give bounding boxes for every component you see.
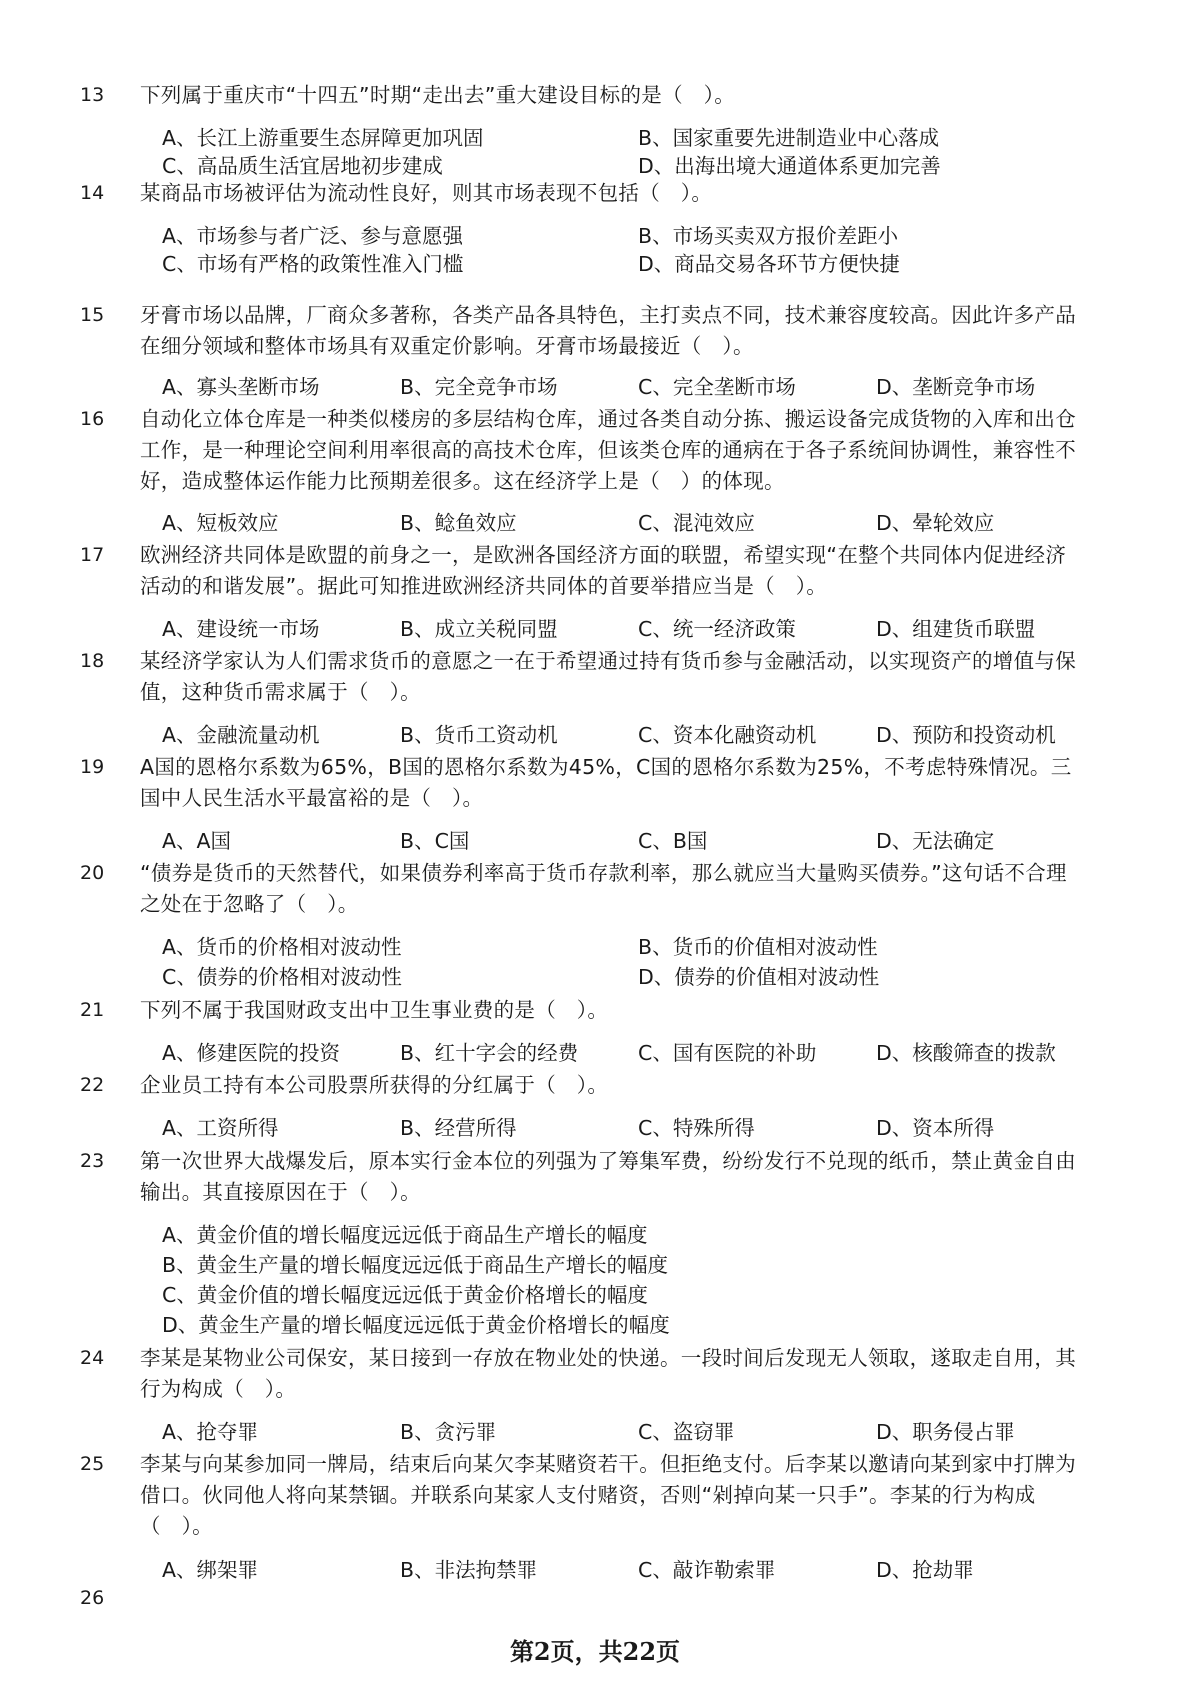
option-a: A、绑架罪 [162,1558,259,1582]
option-b: B、C国 [400,829,470,853]
option-b: B、货币的价值相对波动性 [638,935,878,959]
question-stem: 下列不属于我国财政支出中卫生事业费的是（ ）。 [140,998,609,1022]
option-a: A、建设统一市场 [162,617,320,641]
option-c: C、完全垄断市场 [638,375,796,399]
option-d: D、债券的价值相对波动性 [638,965,880,989]
question-stem: 企业员工持有本公司股票所获得的分红属于（ ）。 [140,1073,609,1097]
question-stem: 李某是某物业公司保安，某日接到一存放在物业处的快递。一段时间后发现无人领取，遂取走自用，其行为构成（ ）。 [140,1346,1076,1401]
option-a: A、A国 [162,829,232,853]
option-d: D、抢劫罪 [876,1558,974,1582]
option-c: C、盗窃罪 [638,1420,735,1444]
option-b: B、经营所得 [400,1116,517,1140]
option-d: D、黄金生产量的增长幅度远远低于黄金价格增长的幅度 [162,1313,670,1337]
question-number: 25 [80,1453,105,1475]
option-c: C、国有医院的补助 [638,1041,817,1065]
option-b: B、鲶鱼效应 [400,511,517,535]
option-a: A、金融流量动机 [162,723,320,747]
option-a: A、黄金价值的增长幅度远远低于商品生产增长的幅度 [162,1223,648,1247]
option-c: C、黄金价值的增长幅度远远低于黄金价格增长的幅度 [162,1283,648,1307]
question-stem: “债券是货币的天然替代，如果债券利率高于货币存款利率，那么就应当大量购买债券。”这句话不合理之处在于忽略了（ ）。 [140,861,1067,916]
question-stem: 第一次世界大战爆发后，原本实行金本位的列强为了筹集军费，纷纷发行不兑现的纸币，禁止黄金自由输出。其直接原因在于（ ）。 [140,1149,1076,1204]
option-c: C、统一经济政策 [638,617,796,641]
question-stem: 下列属于重庆市“十四五”时期“走出去”重大建设目标的是（ ）。 [140,83,736,107]
option-c: C、市场有严格的政策性准入门槛 [162,252,464,276]
option-d: D、无法确定 [876,829,995,853]
question-number: 20 [80,862,105,884]
option-b: B、红十字会的经费 [400,1041,579,1065]
option-d: D、出海出境大通道体系更加完善 [638,154,941,178]
option-c: C、特殊所得 [638,1116,755,1140]
option-d: D、预防和投资动机 [876,723,1056,747]
option-d: D、职务侵占罪 [876,1420,1015,1444]
option-c: C、资本化融资动机 [638,723,817,747]
option-b: B、非法拘禁罪 [400,1558,538,1582]
option-a: A、长江上游重要生态屏障更加巩固 [162,126,484,150]
question-stem: A国的恩格尔系数为65%，B国的恩格尔系数为45%，C国的恩格尔系数为25%，不考虑特殊情况。三国中人民生活水平最富裕的是（ ）。 [140,755,1072,810]
option-d: D、晕轮效应 [876,511,995,535]
option-a: A、市场参与者广泛、参与意愿强 [162,224,464,248]
option-d: D、组建货币联盟 [876,617,1036,641]
option-d: D、垄断竞争市场 [876,375,1036,399]
option-a: A、工资所得 [162,1116,279,1140]
question-number: 16 [80,408,105,430]
question-stem: 牙膏市场以品牌，厂商众多著称，各类产品各具特色，主打卖点不同，技术兼容度较高。因此许多产品在细分领域和整体市场具有双重定价影响。牙膏市场最接近（ ）。 [140,303,1076,358]
question-number: 15 [80,304,105,326]
question-number: 18 [80,650,105,672]
question-number: 26 [80,1587,105,1609]
option-b: B、完全竞争市场 [400,375,558,399]
option-b: B、货币工资动机 [400,723,558,747]
option-b: B、黄金生产量的增长幅度远远低于商品生产增长的幅度 [162,1253,669,1277]
option-c: C、混沌效应 [638,511,755,535]
option-a: A、短板效应 [162,511,279,535]
option-b: B、成立关税同盟 [400,617,558,641]
option-b: B、市场买卖双方报价差距小 [638,224,899,248]
option-c: C、敲诈勒索罪 [638,1558,776,1582]
question-stem: 自动化立体仓库是一种类似楼房的多层结构仓库，通过各类自动分拣、搬运设备完成货物的入库和出仓工作，是一种理论空间利用率很高的高技术仓库，但该类仓库的通病在于各子系统间协调性，兼容性不好，造成整体运作能力比预期差很多。这在经济学上是（ ）的体现。 [140,407,1076,493]
option-d: D、核酸筛查的拨款 [876,1041,1056,1065]
option-d: D、商品交易各环节方便快捷 [638,252,900,276]
question-number: 21 [80,999,105,1021]
option-c: C、债券的价格相对波动性 [162,965,402,989]
question-number: 17 [80,544,105,566]
option-a: A、货币的价格相对波动性 [162,935,402,959]
question-number: 24 [80,1347,105,1369]
option-b: B、国家重要先进制造业中心落成 [638,126,940,150]
question-number: 19 [80,756,105,778]
question-number: 13 [80,84,105,106]
question-stem: 某经济学家认为人们需求货币的意愿之一在于希望通过持有货币参与金融活动，以实现资产的增值与保值，这种货币需求属于（ ）。 [140,649,1076,704]
page-footer: 第2页，共22页 [509,1637,681,1666]
option-a: A、抢夺罪 [162,1420,259,1444]
option-c: C、高品质生活宜居地初步建成 [162,154,443,178]
question-stem: 某商品市场被评估为流动性良好，则其市场表现不包括（ ）。 [140,181,713,205]
option-b: B、贪污罪 [400,1420,497,1444]
option-d: D、资本所得 [876,1116,995,1140]
question-stem: 欧洲经济共同体是欧盟的前身之一，是欧洲各国经济方面的联盟，希望实现“在整个共同体内促进经济活动的和谐发展”。据此可知推进欧洲经济共同体的首要举措应当是（ ）。 [140,543,1067,598]
question-number: 23 [80,1150,105,1172]
option-a: A、修建医院的投资 [162,1041,341,1065]
option-a: A、寡头垄断市场 [162,375,320,399]
question-number: 14 [80,182,105,204]
option-c: C、B国 [638,829,708,853]
question-number: 22 [80,1074,105,1096]
question-stem: 李某与向某参加同一牌局，结束后向某欠李某赌资若干。但拒绝支付。后李某以邀请向某到家中打牌为借口。伙同他人将向某禁锢。并联系向某家人支付赌资，否则“剁掉向某一只手”。李某的行为构成（ ）。 [140,1452,1076,1538]
